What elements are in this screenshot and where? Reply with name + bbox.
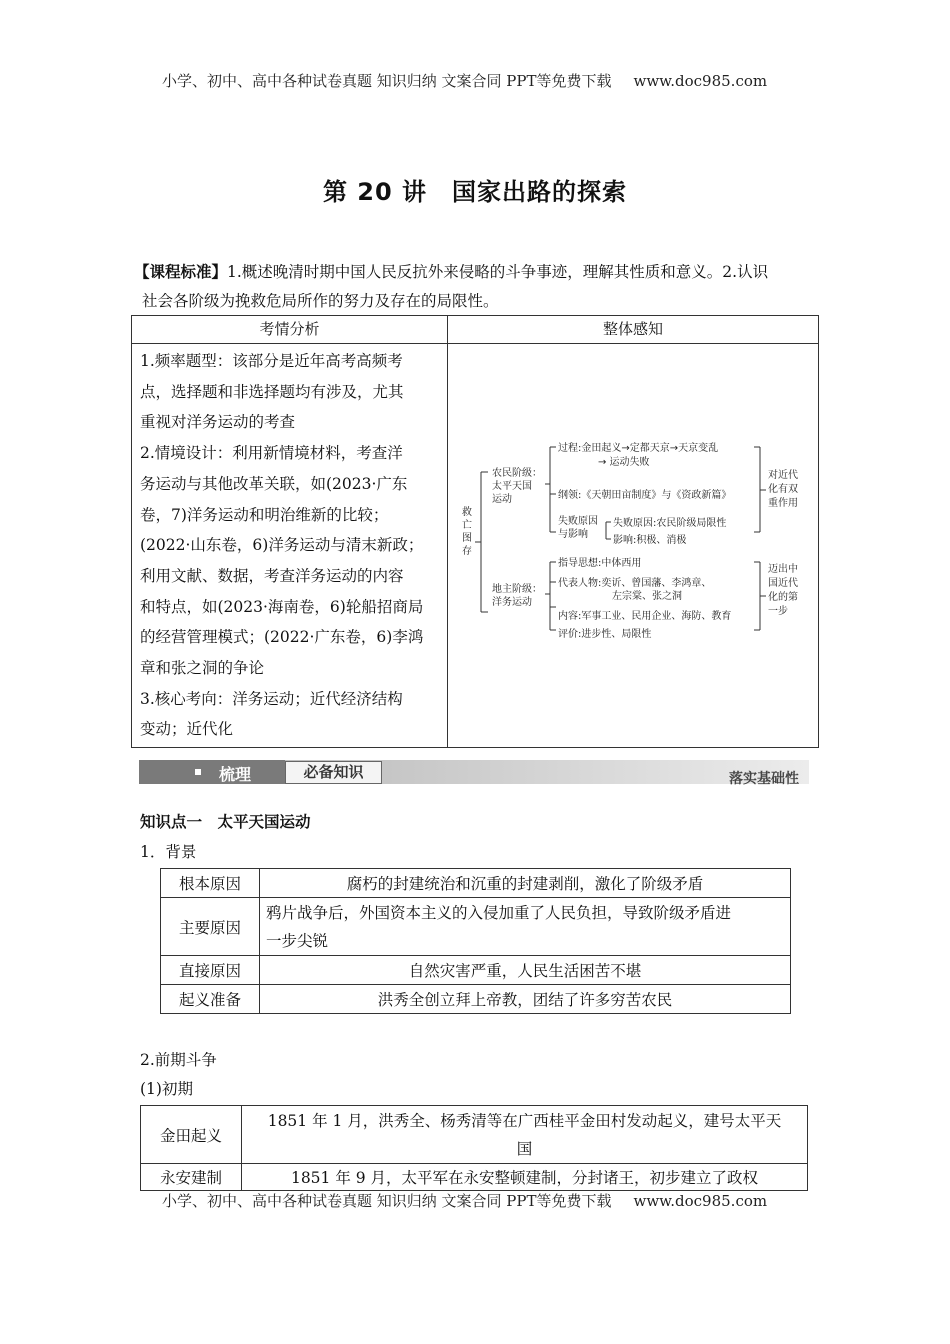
diagram-peasant: 运动 <box>492 494 512 505</box>
standard-label: 【课程标准】 <box>134 263 228 281</box>
row-value: 1851 年 9 月，太平军在永安整顿建制，分封诸王，初步建立了政权 <box>242 1164 808 1191</box>
analysis-line: 务运动与其他改革关联，如(2023·广东 <box>140 474 408 493</box>
early-heading: 2.前期斗争 <box>140 1051 217 1069</box>
overview-table <box>131 315 819 748</box>
diagram-p-result: 重作用 <box>768 498 798 509</box>
col-analysis-header: 考情分析 <box>132 316 448 344</box>
analysis-line: 点，选择题和非选择题均有涉及，尤其 <box>140 382 404 401</box>
diagram-l-people: 代表人物:奕䜣、曾国藩、李鸿章、 <box>558 578 712 589</box>
diagram-p-impact: 影响:积极、消极 <box>613 535 687 546</box>
row-value: 鸦片战争后，外国资本主义的入侵加重了人民负担，导致阶级矛盾进 一步尖锐 <box>260 898 791 956</box>
row-key: 直接原因 <box>161 956 260 985</box>
section-bar <box>139 760 809 786</box>
diagram-l-content: 内容:军事工业、民用企业、海防、教育 <box>558 611 732 622</box>
footer-url: www.doc985.com <box>633 1192 768 1210</box>
analysis-line: 的经营管理模式；(2022·广东卷，6)李鸿 <box>140 628 424 647</box>
row-value: 腐朽的封建统治和沉重的封建剥削，激化了阶级矛盾 <box>260 869 791 898</box>
row-key: 根本原因 <box>161 869 260 898</box>
section-sublabel: 必备知识 <box>285 761 382 784</box>
diagram-l-result: 国近代 <box>768 578 798 589</box>
diagram-l-people-2: 左宗棠、张之洞 <box>612 591 682 602</box>
diagram-l-result: 迈出中 <box>768 564 798 575</box>
diagram-l-result: 一步 <box>768 606 788 617</box>
early-subheading: (1)初期 <box>140 1080 193 1098</box>
diagram-peasant: 太平天国 <box>492 481 532 492</box>
diagram-root: 图 <box>462 533 472 544</box>
diagram-p-process: 过程:金田起义→定都天京→天京变乱 <box>558 443 719 454</box>
early-table <box>140 1105 808 1191</box>
section-label: 梳理 <box>219 765 252 784</box>
diagram-root: 亡 <box>462 520 472 531</box>
diagram-p-program: 纲领:《天朝田亩制度》与《资政新篇》 <box>558 490 732 501</box>
table-row <box>161 869 791 898</box>
analysis-line: 1.频率题型：该部分是近年高考高频考 <box>140 352 403 370</box>
diagram-landlord: 地主阶级： <box>492 584 542 595</box>
analysis-line: 和特点，如(2023·海南卷，6)轮船招商局 <box>140 597 424 616</box>
col-overview-header: 整体感知 <box>448 316 819 344</box>
analysis-line: 3.核心考向：洋务运动；近代经济结构 <box>140 689 403 708</box>
knowledge-point-title: 知识点一 太平天国运动 <box>140 813 311 831</box>
row-key: 金田起义 <box>141 1106 242 1164</box>
diagram-landlord: 洋务运动 <box>492 597 532 608</box>
header-url: www.doc985.com <box>633 72 768 90</box>
row-value: 自然灾害严重，人民生活困苦不堪 <box>260 956 791 985</box>
analysis-line: 利用文献、数据，考查洋务运动的内容 <box>140 566 404 585</box>
table-row <box>161 956 791 985</box>
analysis-line: 章和张之洞的争论 <box>140 659 265 678</box>
table-row <box>141 1106 808 1164</box>
table-row <box>161 985 791 1014</box>
diagram-l-result: 化的第 <box>768 592 798 603</box>
standard-line-1: 1.概述晚清时期中国人民反抗外来侵略的斗争事迹，理解其性质和意义。2.认识 <box>227 263 769 281</box>
diagram-root: 存 <box>462 546 472 557</box>
diagram-l-guide: 指导思想:中体西用 <box>558 558 642 569</box>
background-table <box>160 868 791 1014</box>
diagram-p-fail-label: 与影响 <box>558 529 588 540</box>
analysis-cell <box>132 344 448 748</box>
table-row <box>161 898 791 956</box>
page-title: 第 20 讲 国家出路的探索 <box>322 178 628 206</box>
footer-text: 小学、初中、高中各种试卷真题 知识归纳 文案合同 PPT等免费下载 <box>162 1192 612 1210</box>
overview-cell <box>448 344 819 748</box>
analysis-line: 变动；近代化 <box>140 720 234 739</box>
row-key: 主要原因 <box>161 898 260 956</box>
table-row <box>141 1164 808 1191</box>
analysis-line: 2.情境设计：利用新情境材料，考查洋 <box>140 444 403 463</box>
header-text: 小学、初中、高中各种试卷真题 知识归纳 文案合同 PPT等免费下载 <box>162 72 612 90</box>
diagram-root: 救 <box>462 507 472 518</box>
diagram-l-eval: 评价:进步性、局限性 <box>558 629 652 640</box>
diagram-p-fail-label: 失败原因 <box>558 516 598 527</box>
row-key: 起义准备 <box>161 985 260 1014</box>
course-standard <box>134 258 816 316</box>
row-value: 洪秀全创立拜上帝教，团结了许多穷苦农民 <box>260 985 791 1014</box>
analysis-line: 重视对洋务运动的考查 <box>140 413 296 432</box>
analysis-line: 卷，7)洋务运动和明治维新的比较； <box>140 505 389 524</box>
concept-diagram <box>448 344 818 727</box>
analysis-line: (2022·山东卷，6)洋务运动与清末新政； <box>140 536 424 555</box>
section-right-label: 落实基础性 <box>729 771 799 787</box>
diagram-peasant: 农民阶级： <box>492 468 542 479</box>
diagram-p-result: 化有双 <box>768 484 798 495</box>
background-heading: 1．背景 <box>140 843 197 861</box>
page-header <box>162 70 767 91</box>
diagram-p-fail: 失败原因:农民阶级局限性 <box>613 518 727 529</box>
page-footer <box>162 1190 767 1211</box>
diagram-p-result: 对近代 <box>768 470 798 481</box>
square-bullet-icon <box>195 769 201 775</box>
diagram-p-process-2: → 运动失败 <box>598 457 650 468</box>
row-key: 永安建制 <box>141 1164 242 1191</box>
standard-line-2: 社会各阶级为挽救危局所作的努力及存在的局限性。 <box>142 292 499 310</box>
row-value: 1851 年 1 月，洪秀全、杨秀清等在广西桂平金田村发动起义，建号太平天 国 <box>242 1106 808 1164</box>
